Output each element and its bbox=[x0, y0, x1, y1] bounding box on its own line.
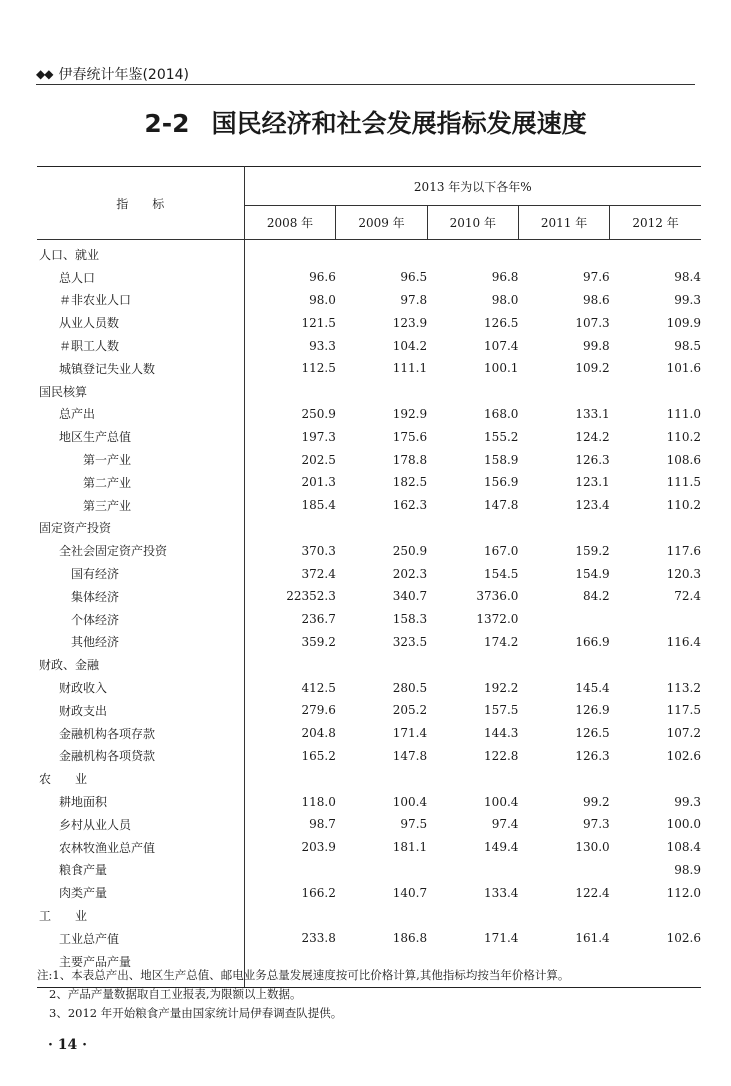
cell-value: 340.7 bbox=[392, 589, 428, 604]
table-row bbox=[37, 380, 701, 403]
cell-value: 107.2 bbox=[666, 726, 701, 741]
cell-value: 126.3 bbox=[575, 452, 610, 467]
row-label: 地区生产总值 bbox=[37, 425, 244, 448]
cell-value: 162.3 bbox=[392, 498, 428, 513]
year-header: 2010 年 bbox=[427, 206, 518, 240]
cell-value: 112.5 bbox=[301, 361, 336, 376]
cell-value bbox=[427, 653, 518, 676]
cell-value bbox=[244, 653, 336, 676]
cell-value bbox=[244, 904, 336, 927]
table-row bbox=[37, 904, 701, 927]
footnote: 2、产品产量数据取自工业报表,为限额以上数据。 bbox=[49, 987, 302, 1001]
row-label: 乡村从业人员 bbox=[37, 813, 244, 836]
cell-value bbox=[427, 859, 518, 882]
cell-value: 100.0 bbox=[666, 817, 701, 832]
cell-value: 98.9 bbox=[674, 862, 701, 877]
cell-value: 145.4 bbox=[575, 680, 610, 695]
cell-value: 99.3 bbox=[674, 794, 701, 809]
cell-value: 109.9 bbox=[666, 315, 701, 330]
cell-value: 154.9 bbox=[575, 566, 610, 581]
table-row bbox=[37, 767, 701, 790]
cell-value bbox=[427, 517, 518, 540]
cell-value bbox=[336, 904, 427, 927]
cell-value: 280.5 bbox=[392, 680, 428, 695]
table-row bbox=[37, 357, 701, 380]
cell-value bbox=[610, 240, 701, 266]
cell-value: 98.0 bbox=[309, 292, 336, 307]
cell-value: 98.7 bbox=[309, 817, 336, 832]
cell-value: 159.2 bbox=[575, 543, 610, 558]
table-row bbox=[37, 448, 701, 471]
cell-value: 147.8 bbox=[392, 748, 428, 763]
cell-value: 98.5 bbox=[674, 338, 701, 353]
cell-value: 97.4 bbox=[491, 817, 519, 832]
cell-value: 111.1 bbox=[392, 361, 428, 376]
table-row bbox=[37, 403, 701, 426]
cell-value: 117.5 bbox=[666, 703, 701, 718]
cell-value bbox=[518, 240, 609, 266]
cell-value: 126.5 bbox=[575, 726, 610, 741]
row-label: 全社会固定资产投资 bbox=[37, 539, 244, 562]
diamond-bullets-icon: ◆◆ bbox=[36, 67, 53, 81]
cell-value: 279.6 bbox=[301, 703, 336, 718]
table-row bbox=[37, 836, 701, 859]
cell-value: 144.3 bbox=[484, 726, 519, 741]
cell-value: 233.8 bbox=[301, 931, 336, 946]
cell-value bbox=[610, 380, 701, 403]
row-label: 第二产业 bbox=[37, 471, 244, 494]
book-title: 伊春统计年鉴(2014) bbox=[58, 67, 190, 83]
cell-value: 121.5 bbox=[301, 315, 336, 330]
cell-value: 102.6 bbox=[666, 931, 701, 946]
page-title bbox=[0, 104, 731, 140]
cell-value: 204.8 bbox=[301, 726, 336, 741]
row-label: 耕地面积 bbox=[37, 790, 244, 813]
cell-value bbox=[518, 608, 609, 631]
cell-value bbox=[610, 608, 701, 631]
cell-value: 108.6 bbox=[666, 452, 701, 467]
cell-value: 165.2 bbox=[301, 748, 336, 763]
cell-value: 370.3 bbox=[301, 543, 336, 558]
cell-value: 1372.0 bbox=[476, 612, 519, 627]
row-label: 财政、金融 bbox=[37, 653, 244, 676]
cell-value: 107.4 bbox=[484, 338, 519, 353]
cell-value: 174.2 bbox=[484, 634, 519, 649]
row-label: 农 业 bbox=[37, 767, 244, 790]
table-row bbox=[37, 289, 701, 312]
cell-value: 412.5 bbox=[301, 680, 336, 695]
cell-value: 140.7 bbox=[392, 885, 428, 900]
cell-value bbox=[244, 380, 336, 403]
running-header bbox=[36, 64, 189, 84]
cell-value: 133.4 bbox=[484, 885, 519, 900]
cell-value bbox=[336, 380, 427, 403]
cell-value: 98.0 bbox=[491, 292, 519, 307]
cell-value: 100.1 bbox=[484, 361, 519, 376]
cell-value: 205.2 bbox=[392, 703, 428, 718]
cell-value: 192.9 bbox=[392, 406, 428, 421]
table-row bbox=[37, 585, 701, 608]
cell-value: 122.8 bbox=[484, 748, 519, 763]
table-row bbox=[37, 676, 701, 699]
cell-value: 99.3 bbox=[674, 292, 701, 307]
cell-value: 166.9 bbox=[575, 634, 610, 649]
table-title: 国民经济和社会发展指标发展速度 bbox=[211, 109, 587, 138]
cell-value bbox=[610, 767, 701, 790]
table-row bbox=[37, 334, 701, 357]
table-row bbox=[37, 653, 701, 676]
cell-value: 101.6 bbox=[666, 361, 701, 376]
cell-value: 126.3 bbox=[575, 748, 610, 763]
cell-value: 181.1 bbox=[392, 840, 428, 855]
page-number: · 14 · bbox=[48, 1037, 87, 1053]
cell-value bbox=[610, 904, 701, 927]
cell-value: 171.4 bbox=[484, 931, 519, 946]
row-label: 国有经济 bbox=[37, 562, 244, 585]
row-label: 国民核算 bbox=[37, 380, 244, 403]
cell-value: 157.5 bbox=[484, 703, 519, 718]
cell-value: 110.2 bbox=[666, 429, 701, 444]
row-label: ＃职工人数 bbox=[37, 334, 244, 357]
table-row bbox=[37, 539, 701, 562]
row-label: 第三产业 bbox=[37, 494, 244, 517]
cell-value: 84.2 bbox=[582, 589, 610, 604]
cell-value: 124.2 bbox=[575, 429, 610, 444]
cell-value: 97.3 bbox=[582, 817, 610, 832]
row-label: 总产出 bbox=[37, 403, 244, 426]
row-label: 工 业 bbox=[37, 904, 244, 927]
year-header: 2008 年 bbox=[244, 206, 336, 240]
cell-value bbox=[427, 904, 518, 927]
cell-value: 182.5 bbox=[392, 475, 428, 490]
row-label: 总人口 bbox=[37, 266, 244, 289]
cell-value bbox=[336, 517, 427, 540]
row-label: 工业总产值 bbox=[37, 927, 244, 950]
cell-value bbox=[518, 904, 609, 927]
row-label: 主要产品产量 bbox=[37, 950, 244, 973]
table-row bbox=[37, 471, 701, 494]
cell-value bbox=[518, 767, 609, 790]
cell-value bbox=[518, 517, 609, 540]
cell-value: 155.2 bbox=[484, 429, 519, 444]
spacer-cell bbox=[610, 973, 701, 988]
cell-value: 97.5 bbox=[400, 817, 428, 832]
cell-value bbox=[336, 859, 427, 882]
cell-value bbox=[610, 517, 701, 540]
table-row bbox=[37, 494, 701, 517]
cell-value: 202.5 bbox=[301, 452, 336, 467]
table-row bbox=[37, 927, 701, 950]
cell-value bbox=[427, 240, 518, 266]
cell-value: 117.6 bbox=[666, 543, 701, 558]
table-row bbox=[37, 745, 701, 768]
year-header: 2009 年 bbox=[336, 206, 427, 240]
cell-value: 359.2 bbox=[301, 634, 336, 649]
cell-value: 97.6 bbox=[582, 270, 610, 285]
cell-value: 108.4 bbox=[666, 840, 701, 855]
cell-value: 167.0 bbox=[484, 543, 519, 558]
table-row bbox=[37, 631, 701, 654]
table-row bbox=[37, 813, 701, 836]
table-row bbox=[37, 722, 701, 745]
indicator-header: 指 标 bbox=[37, 167, 244, 240]
cell-value: 158.3 bbox=[392, 612, 428, 627]
cell-value: 166.2 bbox=[301, 885, 336, 900]
row-label: 金融机构各项存款 bbox=[37, 722, 244, 745]
cell-value bbox=[427, 767, 518, 790]
footnote: 3、2012 年开始粮食产量由国家统计局伊春调查队提供。 bbox=[49, 1006, 343, 1020]
cell-value: 236.7 bbox=[301, 612, 336, 627]
table-row bbox=[37, 266, 701, 289]
cell-value: 109.2 bbox=[575, 361, 610, 376]
footnotes bbox=[37, 966, 569, 1023]
cell-value: 96.8 bbox=[491, 270, 519, 285]
table-row bbox=[37, 240, 701, 266]
cell-value bbox=[244, 767, 336, 790]
row-label: 固定资产投资 bbox=[37, 517, 244, 540]
footnote: 注:1、本表总产出、地区生产总值、邮电业务总量发展速度按可比价格计算,其他指标均按当年价格计算。 bbox=[37, 968, 570, 982]
cell-value: 149.4 bbox=[484, 840, 519, 855]
row-label: 粮食产量 bbox=[37, 859, 244, 882]
cell-value bbox=[610, 950, 701, 973]
cell-value bbox=[244, 517, 336, 540]
cell-value: 22352.3 bbox=[286, 589, 336, 604]
cell-value: 98.6 bbox=[582, 292, 610, 307]
cell-value: 168.0 bbox=[484, 406, 519, 421]
row-label: 个体经济 bbox=[37, 608, 244, 631]
cell-value: 372.4 bbox=[301, 566, 336, 581]
cell-value: 96.6 bbox=[309, 270, 336, 285]
base-year-header: 2013 年为以下各年% bbox=[244, 167, 701, 206]
row-label: 集体经济 bbox=[37, 585, 244, 608]
cell-value: 111.0 bbox=[666, 406, 701, 421]
row-label: 城镇登记失业人数 bbox=[37, 357, 244, 380]
cell-value: 203.9 bbox=[301, 840, 336, 855]
row-label: 人口、就业 bbox=[37, 240, 244, 266]
table-row bbox=[37, 562, 701, 585]
cell-value: 147.8 bbox=[484, 498, 519, 513]
cell-value: 116.4 bbox=[666, 634, 701, 649]
cell-value: 110.2 bbox=[666, 498, 701, 513]
cell-value: 133.1 bbox=[575, 406, 610, 421]
cell-value bbox=[336, 240, 427, 266]
cell-value bbox=[244, 859, 336, 882]
cell-value: 171.4 bbox=[392, 726, 428, 741]
table-row bbox=[37, 311, 701, 334]
cell-value: 130.0 bbox=[575, 840, 610, 855]
row-label: 其他经济 bbox=[37, 631, 244, 654]
cell-value: 178.8 bbox=[392, 452, 428, 467]
cell-value: 111.5 bbox=[666, 475, 701, 490]
cell-value: 123.4 bbox=[575, 498, 610, 513]
indicator-table bbox=[37, 166, 701, 988]
cell-value: 123.1 bbox=[575, 475, 610, 490]
header-rule bbox=[36, 84, 695, 85]
cell-value: 156.9 bbox=[484, 475, 519, 490]
row-label: 财政收入 bbox=[37, 676, 244, 699]
cell-value: 112.0 bbox=[666, 885, 701, 900]
table-row bbox=[37, 608, 701, 631]
table-row bbox=[37, 425, 701, 448]
cell-value: 72.4 bbox=[674, 589, 701, 604]
cell-value bbox=[610, 653, 701, 676]
cell-value: 161.4 bbox=[575, 931, 610, 946]
row-label: ＃非农业人口 bbox=[37, 289, 244, 312]
cell-value: 201.3 bbox=[301, 475, 336, 490]
row-label: 肉类产量 bbox=[37, 881, 244, 904]
cell-value: 126.9 bbox=[575, 703, 610, 718]
cell-value: 126.5 bbox=[484, 315, 519, 330]
row-label: 金融机构各项贷款 bbox=[37, 745, 244, 768]
cell-value: 202.3 bbox=[392, 566, 428, 581]
cell-value: 154.5 bbox=[484, 566, 519, 581]
cell-value: 100.4 bbox=[484, 794, 519, 809]
cell-value bbox=[518, 653, 609, 676]
year-header: 2012 年 bbox=[610, 206, 701, 240]
cell-value: 100.4 bbox=[392, 794, 428, 809]
cell-value: 158.9 bbox=[484, 452, 519, 467]
year-header: 2011 年 bbox=[518, 206, 609, 240]
cell-value: 118.0 bbox=[301, 794, 336, 809]
row-label: 农林牧渔业总产值 bbox=[37, 836, 244, 859]
cell-value: 96.5 bbox=[400, 270, 428, 285]
table-row bbox=[37, 881, 701, 904]
cell-value: 99.2 bbox=[582, 794, 610, 809]
cell-value bbox=[427, 380, 518, 403]
row-label: 从业人员数 bbox=[37, 311, 244, 334]
cell-value bbox=[336, 767, 427, 790]
cell-value: 250.9 bbox=[392, 543, 428, 558]
cell-value: 250.9 bbox=[301, 406, 336, 421]
cell-value: 113.2 bbox=[666, 680, 701, 695]
table-row bbox=[37, 859, 701, 882]
row-label: 财政支出 bbox=[37, 699, 244, 722]
table-row bbox=[37, 790, 701, 813]
cell-value: 93.3 bbox=[309, 338, 336, 353]
cell-value: 104.2 bbox=[392, 338, 428, 353]
cell-value: 3736.0 bbox=[476, 589, 519, 604]
table-row bbox=[37, 699, 701, 722]
table-number: 2-2 bbox=[144, 109, 190, 138]
cell-value bbox=[244, 240, 336, 266]
cell-value: 192.2 bbox=[484, 680, 519, 695]
cell-value: 175.6 bbox=[392, 429, 428, 444]
cell-value: 186.8 bbox=[392, 931, 428, 946]
cell-value: 122.4 bbox=[575, 885, 610, 900]
cell-value: 107.3 bbox=[575, 315, 610, 330]
cell-value: 123.9 bbox=[392, 315, 428, 330]
cell-value: 323.5 bbox=[392, 634, 428, 649]
cell-value: 98.4 bbox=[674, 270, 701, 285]
cell-value: 197.3 bbox=[301, 429, 336, 444]
cell-value: 99.8 bbox=[582, 338, 610, 353]
cell-value: 120.3 bbox=[666, 566, 701, 581]
cell-value: 185.4 bbox=[301, 498, 336, 513]
row-label: 第一产业 bbox=[37, 448, 244, 471]
cell-value bbox=[336, 653, 427, 676]
cell-value: 97.8 bbox=[400, 292, 428, 307]
cell-value bbox=[518, 859, 609, 882]
table-row bbox=[37, 517, 701, 540]
cell-value bbox=[518, 380, 609, 403]
cell-value: 102.6 bbox=[666, 748, 701, 763]
